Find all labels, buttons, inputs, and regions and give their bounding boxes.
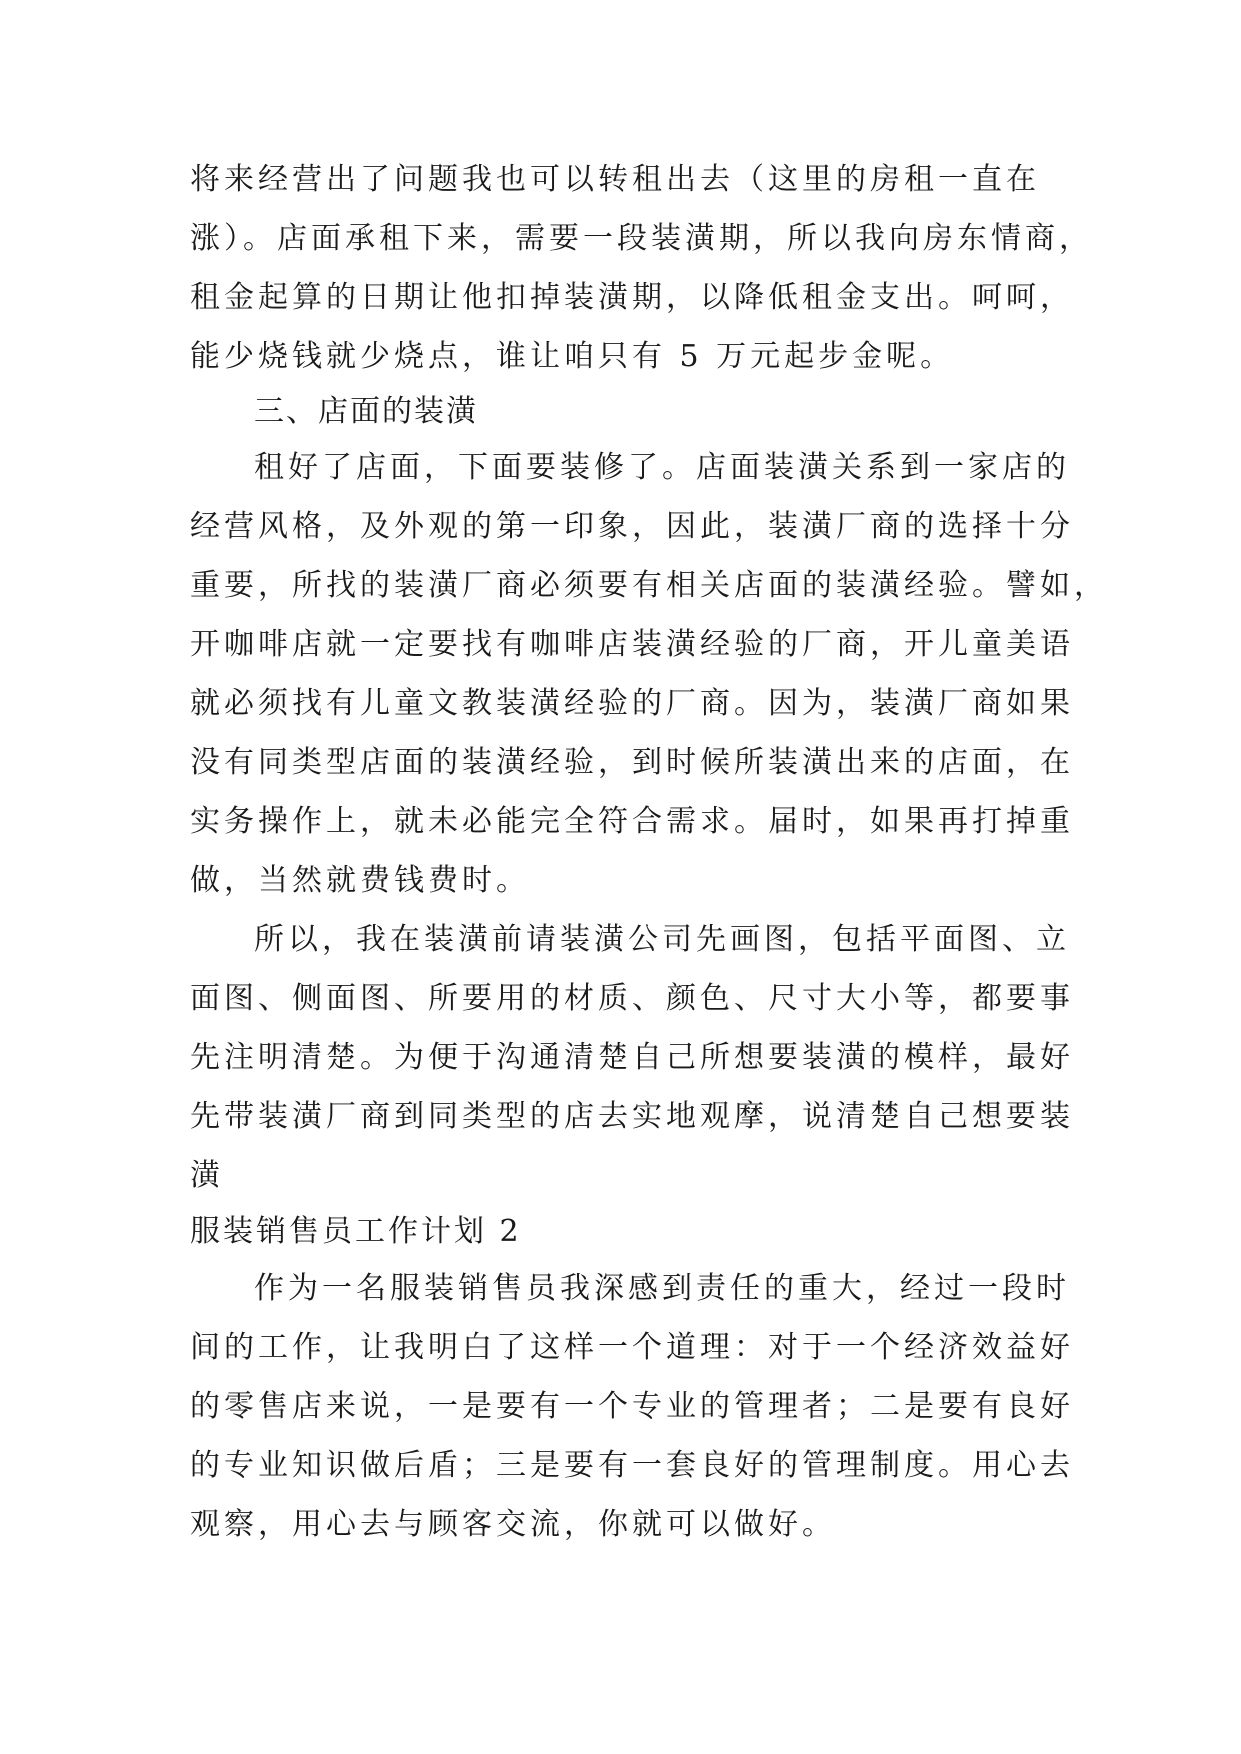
text-line: 将来经营出了问题我也可以转租出去（这里的房租一直在 (190, 162, 1040, 197)
text-line: 租金起算的日期让他扣掉装潢期，以降低租金支出。呵呵， (190, 280, 1074, 315)
paragraph-decoration (190, 438, 1108, 910)
text-line: 的专业知识做后盾；三是要有一套良好的管理制度。用心去 (190, 1448, 1074, 1483)
text-line: 面图、侧面图、所要用的材质、颜色、尺寸大小等，都要事 (190, 981, 1074, 1016)
text-line: 经营风格，及外观的第一印象，因此，装潢厂商的选择十分 (190, 509, 1074, 544)
text-line: 开咖啡店就一定要找有咖啡店装潢经验的厂商，开儿童美语 (190, 627, 1074, 662)
text-line: 所以，我在装潢前请装潢公司先画图，包括平面图、立 (254, 922, 1070, 957)
text-line: 没有同类型店面的装潢经验，到时候所装潢出来的店面，在 (190, 745, 1074, 780)
document-title: 服装销售员工作计划 2 (190, 1214, 522, 1249)
text-line: 做，当然就费钱费时。 (190, 863, 530, 898)
paragraph-sales-plan (190, 1259, 1074, 1554)
text-line: 先注明清楚。为便于沟通清楚自己所想要装潢的模样，最好 (190, 1040, 1074, 1075)
text-line: 先带装潢厂商到同类型的店去实地观摩，说清楚自己想要装 (190, 1099, 1074, 1134)
text-line: 观察，用心去与顾客交流，你就可以做好。 (190, 1507, 836, 1542)
text-line: 重要，所找的装潢厂商必须要有相关店面的装潢经验。譬如， (190, 568, 1108, 603)
text-line: 能少烧钱就少烧点，谁让咱只有 5 万元起步金呢。 (190, 339, 955, 374)
text-line: 的零售店来说，一是要有一个专业的管理者；二是要有良好 (190, 1389, 1074, 1424)
text-line: 就必须找有儿童文教装潢经验的厂商。因为，装潢厂商如果 (190, 686, 1074, 721)
paragraph-design-drawings (190, 910, 1074, 1205)
text-line: 作为一名服装销售员我深感到责任的重大，经过一段时 (254, 1271, 1070, 1306)
document-body (190, 150, 1108, 1554)
text-line: 潢 (190, 1158, 224, 1193)
text-line: 涨）。店面承租下来，需要一段装潢期，所以我向房东情商， (190, 221, 1093, 256)
text-line: 实务操作上，就未必能完全符合需求。届时，如果再打掉重 (190, 804, 1074, 839)
text-line: 间的工作，让我明白了这样一个道理：对于一个经济效益好 (190, 1330, 1074, 1365)
section-heading: 三、店面的装潢 (254, 394, 478, 429)
paragraph-continued (190, 150, 1093, 386)
text-line: 租好了店面，下面要装修了。店面装潢关系到一家店的 (254, 450, 1070, 485)
